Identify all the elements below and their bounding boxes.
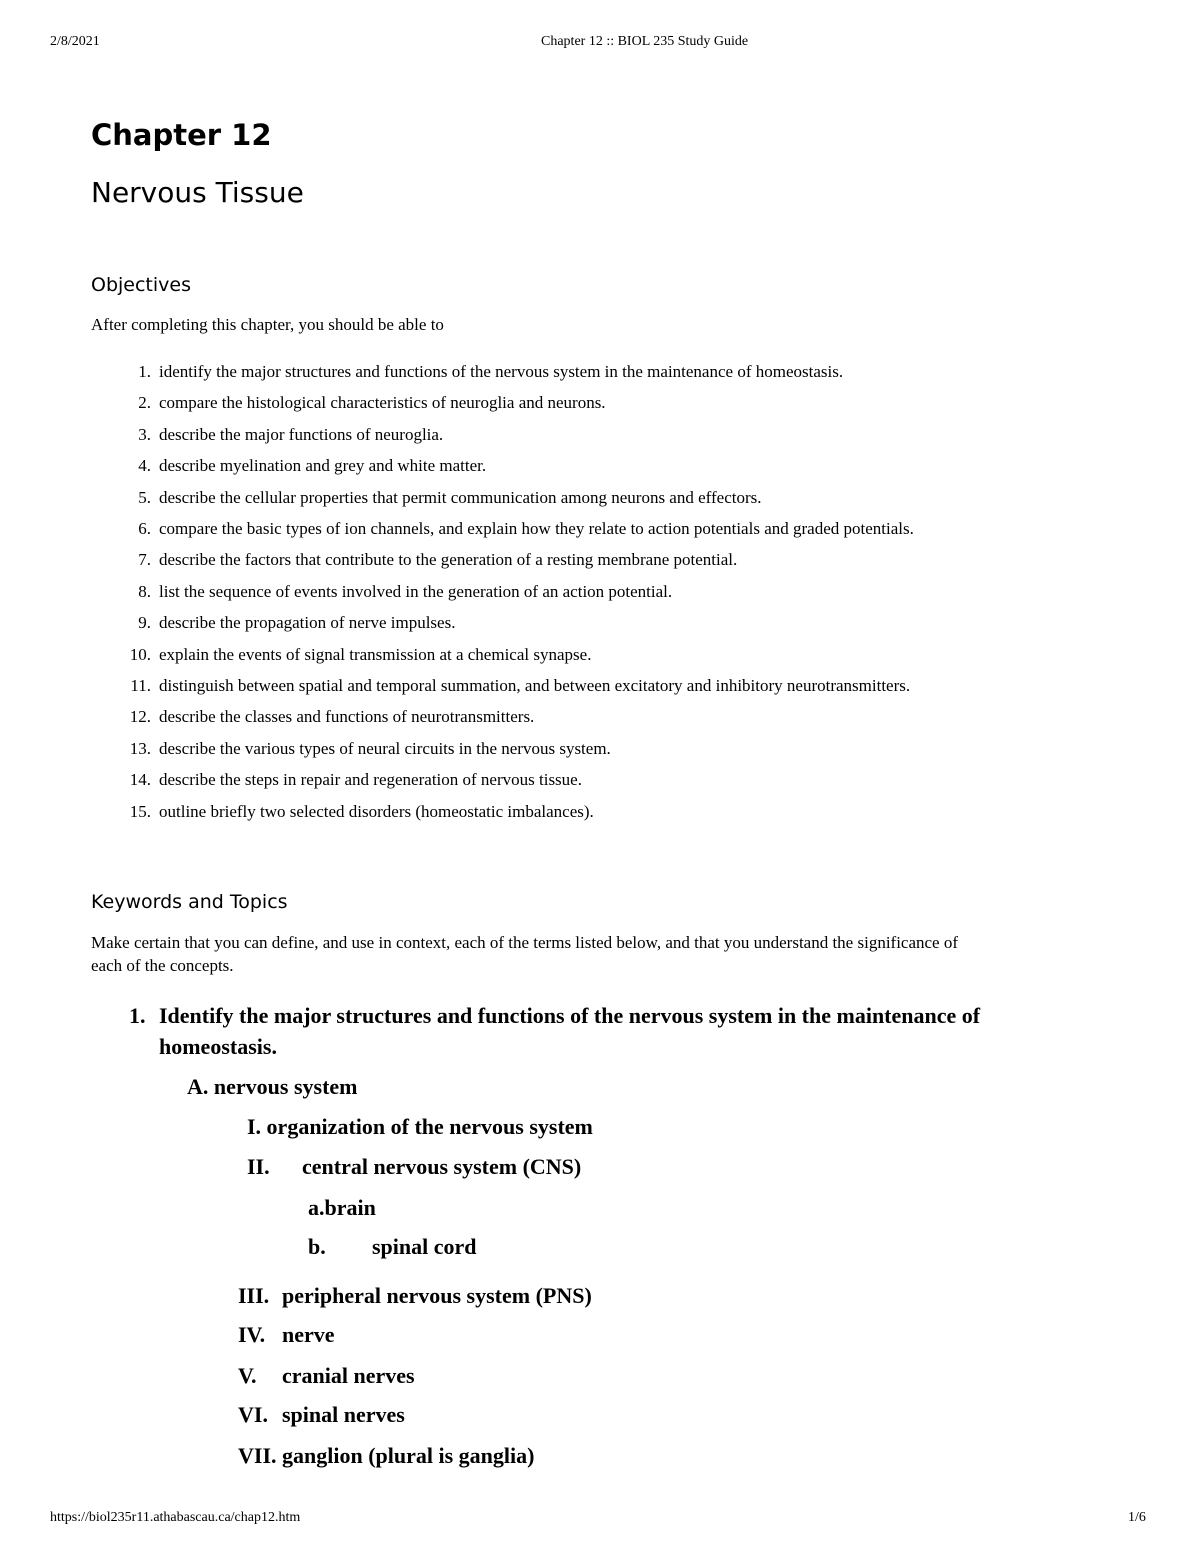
keywords-heading: Keywords and Topics: [91, 891, 288, 913]
objective-text: describe the major functions of neuroglia.: [159, 425, 444, 444]
outline-iv-text: nerve: [282, 1322, 335, 1347]
objective-number: 11.: [130, 676, 151, 695]
objective-text: describe myelination and grey and white matter.: [159, 456, 487, 475]
outline-vi-text: spinal nerves: [282, 1402, 405, 1427]
objective-text: identify the major structures and functions of the nervous system in the maintenance of homeostasis.: [159, 362, 844, 381]
outline-iv-number: IV.: [238, 1322, 266, 1347]
header-date: 2/8/2021: [50, 34, 100, 49]
objective-text: describe the propagation of nerve impulses.: [159, 613, 456, 632]
objective-number: 10.: [129, 645, 151, 664]
objective-text: list the sequence of events involved in the generation of an action potential.: [159, 582, 673, 601]
objective-text: describe the classes and functions of neurotransmitters.: [159, 707, 535, 726]
objective-number: 15.: [129, 802, 151, 821]
outline-vi-number: VI.: [238, 1402, 268, 1427]
header-title: Chapter 12 :: BIOL 235 Study Guide: [541, 34, 749, 49]
objective-text: describe the steps in repair and regeneration of nervous tissue.: [159, 770, 582, 789]
objective-text: describe the factors that contribute to the generation of a resting membrane potential.: [159, 550, 738, 569]
objective-text: outline briefly two selected disorders (homeostatic imbalances).: [159, 802, 594, 821]
outline-ii-number: II.: [247, 1154, 270, 1179]
outline-v-number: V.: [238, 1363, 257, 1388]
footer-page-number: 1/6: [1128, 1510, 1146, 1525]
outline-b-text: spinal cord: [372, 1234, 477, 1259]
chapter-subtitle: Nervous Tissue: [91, 176, 304, 209]
outline-vii-number: VII.: [238, 1443, 277, 1468]
objective-number: 9.: [138, 613, 151, 632]
objective-text: compare the basic types of ion channels, and explain how they relate to action potentials and graded potentials.: [159, 519, 914, 538]
objective-number: 14.: [129, 770, 151, 789]
outline-a-nervous-system: A. nervous system: [187, 1074, 358, 1099]
objective-text: explain the events of signal transmission at a chemical synapse.: [159, 645, 592, 664]
objective-number: 8.: [138, 582, 151, 601]
outline-vii-text: ganglion (plural is ganglia): [282, 1443, 535, 1468]
outline-i-organization: I. organization of the nervous system: [247, 1114, 593, 1139]
keywords-intro-line1: Make certain that you can define, and use in context, each of the terms listed below, and that you understand the significance of: [91, 933, 959, 952]
outline-a-brain: a.brain: [308, 1195, 376, 1220]
objective-number: 12.: [129, 707, 151, 726]
outline-iii-text: peripheral nervous system (PNS): [282, 1283, 592, 1308]
outline-item-1-line2: homeostasis.: [159, 1034, 277, 1059]
chapter-title: Chapter 12: [91, 118, 272, 152]
outline-item-1-number: 1.: [129, 1003, 146, 1028]
objective-number: 1.: [138, 362, 151, 381]
objective-number: 13.: [129, 739, 151, 758]
objective-number: 4.: [138, 456, 151, 475]
objective-text: describe the cellular properties that permit communication among neurons and effectors.: [159, 488, 762, 507]
outline-item-1-line1: Identify the major structures and functions of the nervous system in the maintenance of: [159, 1003, 981, 1028]
outline-v-text: cranial nerves: [282, 1363, 415, 1388]
objective-number: 7.: [138, 550, 151, 569]
outline-b-number: b.: [308, 1234, 326, 1259]
objective-text: distinguish between spatial and temporal summation, and between excitatory and inhibitory neurotransmitters.: [159, 676, 911, 695]
outline-ii-text: central nervous system (CNS): [302, 1154, 582, 1179]
outline-iii-number: III.: [238, 1283, 270, 1308]
objective-text: describe the various types of neural circuits in the nervous system.: [159, 739, 611, 758]
objective-text: compare the histological characteristics of neuroglia and neurons.: [159, 393, 606, 412]
objectives-intro: After completing this chapter, you should be able to: [91, 315, 444, 334]
objectives-heading: Objectives: [91, 274, 191, 296]
keywords-intro-line2: each of the concepts.: [91, 956, 234, 975]
objective-number: 5.: [138, 488, 151, 507]
objective-number: 2.: [138, 393, 151, 412]
objective-number: 6.: [138, 519, 151, 538]
objective-number: 3.: [138, 425, 151, 444]
footer-url[interactable]: https://biol235r11.athabascau.ca/chap12.htm: [50, 1510, 301, 1525]
